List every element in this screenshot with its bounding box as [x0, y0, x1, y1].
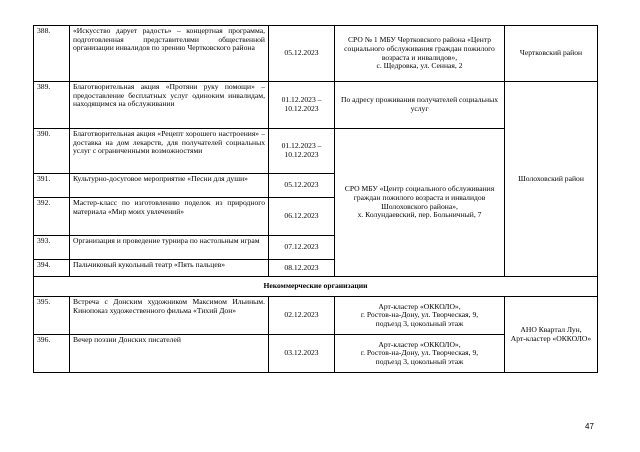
district-sholokhov: Шолоховский район	[505, 82, 598, 277]
place-line: г. Ростов-на-Дону, ул. Творческая, 9,	[360, 348, 479, 358]
event-date: 05.12.2023	[269, 26, 335, 82]
event-date: 03.12.2023	[269, 335, 335, 373]
place-line: СРО МБУ «Центр социального обслуживания граждан пожилого возраста и инвалидов Шолоховского района»,	[344, 184, 495, 211]
event-description: Мастер-класс по изготовлению поделок из природного материала «Мир моих увлечений»	[70, 198, 269, 236]
row-number: 393.	[34, 236, 70, 260]
event-description: Культурно-досуговое мероприятие «Песни для души»	[70, 174, 269, 198]
event-place	[335, 26, 505, 82]
event-place	[335, 335, 505, 373]
place-line: подъезд 3, цокольный этаж	[375, 356, 464, 366]
event-date: 05.12.2023	[269, 174, 335, 198]
event-description: Пальчиковый кукольный театр «Пять пальцев»	[70, 260, 269, 277]
place-line: г. Ростов-на-Дону, ул. Творческая, 9,	[360, 310, 479, 320]
event-date: 08.12.2023	[269, 260, 335, 277]
events-table	[33, 25, 598, 373]
event-date: 01.12.2023 – 10.12.2023	[269, 82, 335, 129]
event-place	[335, 297, 505, 335]
row-number: 392.	[34, 198, 70, 236]
district-chertkovo: Чертковский район	[505, 26, 598, 82]
section-row	[34, 277, 598, 297]
event-description: Организация и проведение турнира по настольным играм	[70, 236, 269, 260]
table-row	[34, 297, 598, 335]
event-description: Благотворительная акция «Протяни руку помощи» – предоставление бесплатных услуг одиноким инвалидам, находящимся на обслуживании	[70, 82, 269, 129]
event-place-sholokhov	[335, 129, 505, 277]
event-place: По адресу проживания получателей социальных услуг	[335, 82, 505, 129]
event-date: 06.12.2023	[269, 198, 335, 236]
district-ano	[505, 297, 598, 373]
place-line: х. Колундаевский, пер. Больничный, 7	[357, 210, 482, 220]
event-description: Встреча с Донским художником Максимом Ильиным. Кинопоказ художественного фильма «Тихий Дон»	[70, 297, 269, 335]
row-number: 396.	[34, 335, 70, 373]
row-number: 391.	[34, 174, 70, 198]
district-line: Арт-кластер «ОККОЛО»	[510, 333, 592, 343]
event-date: 07.12.2023	[269, 236, 335, 260]
place-line: с. Щедровка, ул. Сенная, 2	[376, 61, 463, 71]
place-line: Арт-кластер «ОККОЛО»,	[378, 301, 461, 311]
section-title: Некоммерческие организации	[34, 277, 598, 297]
place-line: СРО № 1 МБУ Чертковского района «Центр социального обслуживания граждан пожилого возраста и инвалидов»,	[344, 35, 495, 62]
place-line: подъезд 3, цокольный этаж	[375, 318, 464, 328]
row-number: 389.	[34, 82, 70, 129]
event-description: «Искусство дарует радость» – концертная программа, подготовленная представителями общественной организации инвалидов по зрению Чертковского района	[70, 26, 269, 82]
event-description: Вечер поэзии Донских писателей	[70, 335, 269, 373]
place-line: Арт-кластер «ОККОЛО»,	[378, 339, 461, 349]
event-description: Благотворительная акция «Рецепт хорошего настроения» – доставка на дом лекарств, для получателей социальных услуг с ограниченными возможностями	[70, 129, 269, 174]
district-line: АНО Квартал Лун,	[520, 324, 582, 334]
table-row	[34, 82, 598, 129]
row-number: 395.	[34, 297, 70, 335]
row-number: 394.	[34, 260, 70, 277]
page-number: 47	[585, 422, 594, 431]
event-date: 02.12.2023	[269, 297, 335, 335]
event-date: 01.12.2023 – 10.12.2023	[269, 129, 335, 174]
row-number: 388.	[34, 26, 70, 82]
table-row	[34, 26, 598, 82]
row-number: 390.	[34, 129, 70, 174]
